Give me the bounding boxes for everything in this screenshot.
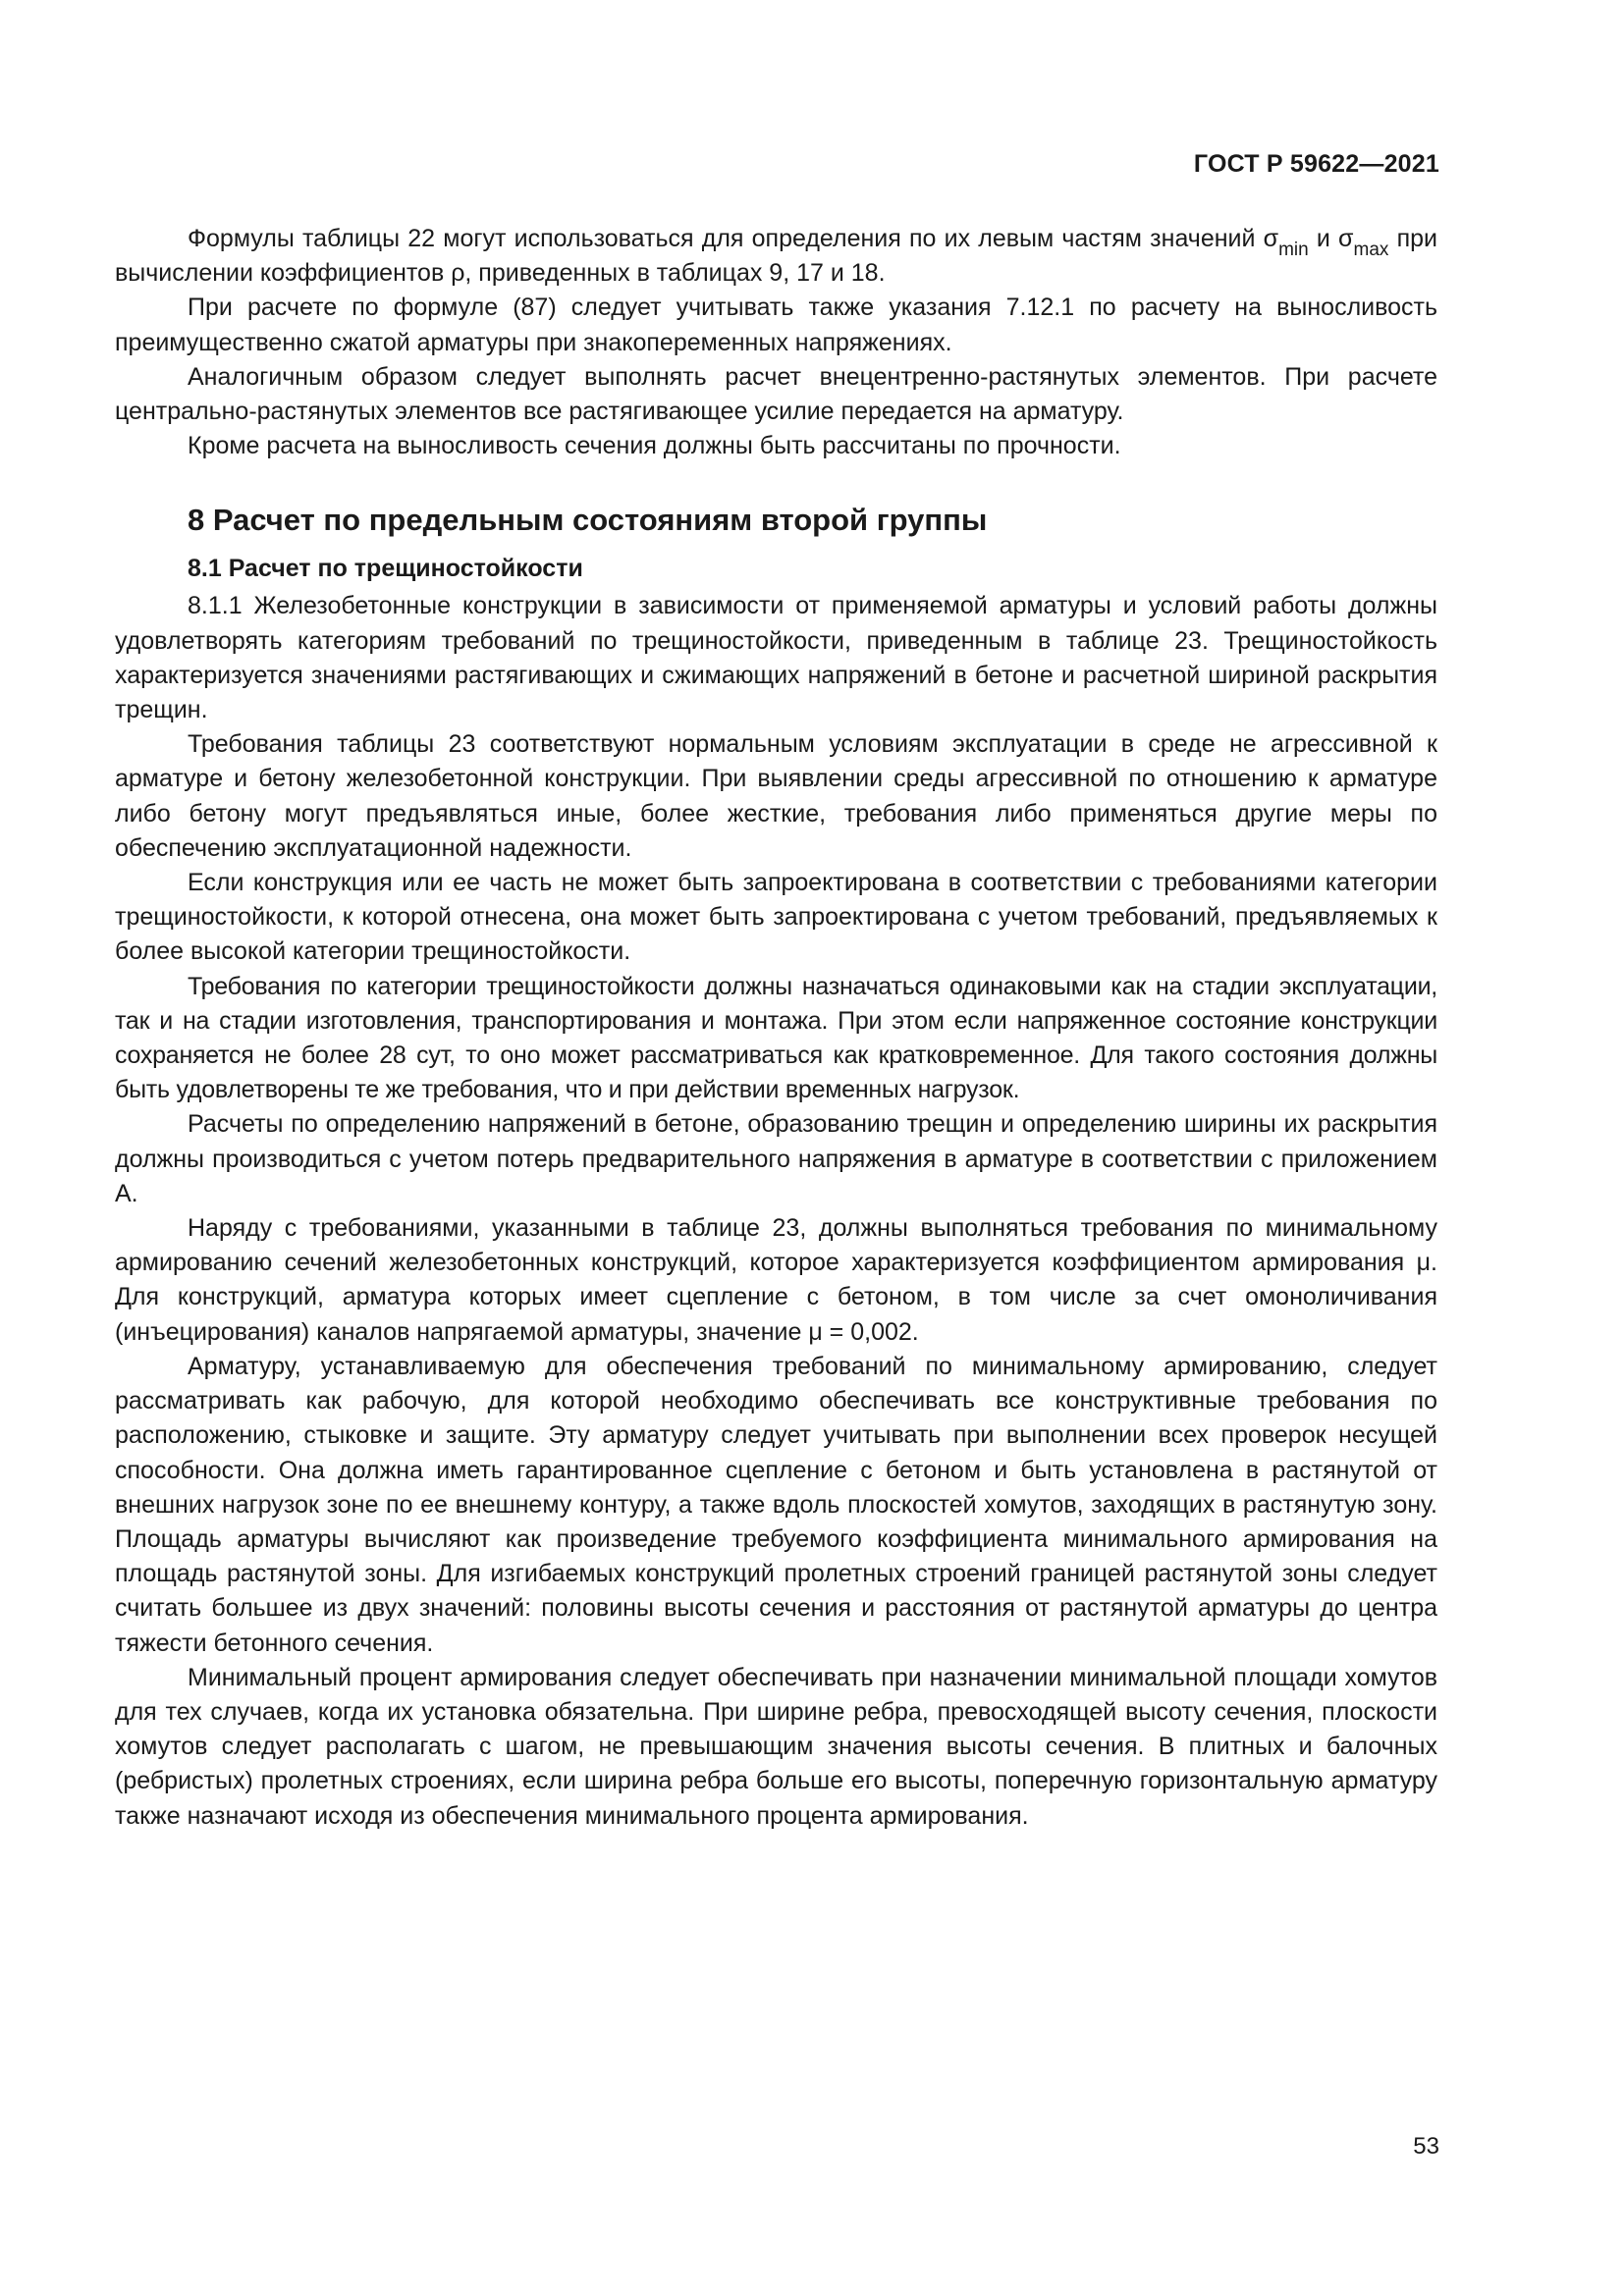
paragraph: Наряду с требованиями, указанными в таблице 23, должны выполняться требования по минимальному армированию сечений железобетонных конструкций, которое характеризуется коэффициентом армирования μ. Для конструкций, арматура которых имеет сцепление с бетоном, в том числе за счет омоноличивания (инъецирования) каналов напрягаемой арматуры, значение μ = 0,002.	[115, 1214, 1437, 1346]
paragraph-formula-87: При расчете по формуле (87) следует учитывать также указания 7.12.1 по расчету на выносливость преимущественно сжатой арматуры при знакопеременных напряжениях.	[115, 294, 1437, 356]
paragraph-strength-check: Кроме расчета на выносливость сечения должны быть рассчитаны по прочности.	[188, 432, 1121, 460]
paragraph: Расчеты по определению напряжений в бетоне, образованию трещин и определению ширины их раскрытия должны производиться с учетом потерь предварительного напряжения в арматуре в соответствии с приложением А.	[115, 1110, 1437, 1207]
subscript-min: min	[1278, 240, 1309, 260]
subsection-heading: 8.1 Расчет по трещиностойкости	[188, 555, 583, 583]
paragraph: Требования по категории трещиностойкости должны назначаться одинаковыми как на стадии эксплуатации, так и на стадии изготовления, транспортирования и монтажа. При этом если напряженное состояние конструкции сохраняется не более 28 сут, то оно может рассматриваться как кратковременное. Для такого состояния должны быть удовлетворены те же требования, что и при действии временных нагрузок.	[115, 972, 1437, 1104]
paragraph: Если конструкция или ее часть не может быть запроектирована в соответствии с требованиями категории трещиностойкости, к которой отнесена, она может быть запроектирована с учетом требований, предъявляемых к более высокой категории трещиностойкости.	[115, 869, 1437, 966]
paragraph-text: Формулы таблицы 22 могут использоваться для определения по их левым частям значений σ	[188, 225, 1279, 252]
paragraph: 8.1.1 Железобетонные конструкции в зависимости от применяемой арматуры и условий работы должны удовлетворять категориям требований по трещиностойкости, приведенным в таблице 23. Трещиностойкость характеризуется значениями растягивающих и сжимающих напряжений в бетоне и расчетной шириной раскрытия трещин.	[115, 592, 1437, 724]
subscript-max: max	[1353, 240, 1389, 260]
document-code-header: ГОСТ Р 59622—2021	[1193, 150, 1439, 178]
section-heading: 8 Расчет по предельным состояниям второй группы	[188, 503, 988, 538]
paragraph: Арматуру, устанавливаемую для обеспечения требований по минимальному армированию, следует рассматривать как рабочую, для которой необходимо обеспечивать все конструктивные требования по расположению, стыковке и защите. Эту арматуру следует учитывать при выполнении всех проверок несущей способности. Она должна иметь гарантированное сцепление с бетоном и быть установлена в растянутой от внешних нагрузок зоне по ее внешнему контуру, а также вдоль плоскостей хомутов, заходящих в растянутую зону. Площадь арматуры вычисляют как произведение требуемого коэффициента минимального армирования на площадь растянутой зоны. Для изгибаемых конструкций пролетных строений границей растянутой зоны следует считать большее из двух значений: половины высоты сечения и расстояния от растянутой арматуры до центра тяжести бетонного сечения.	[115, 1352, 1437, 1657]
paragraph: Минимальный процент армирования следует обеспечивать при назначении минимальной площади хомутов для тех случаев, когда их установка обязательна. При ширине ребра, превосходящей высоту сечения, плоскости хомутов следует располагать с шагом, не превышающим значения высоты сечения. В плитных и балочных (ребристых) пролетных строениях, если ширина ребра больше его высоты, поперечную горизонтальную арматуру также назначают исходя из обеспечения минимального процента армирования.	[115, 1663, 1437, 1830]
paragraph-eccentric-tension: Аналогичным образом следует выполнять расчет внецентренно-растянутых элементов. При расчете центрально-растянутых элементов все растягивающее усилие передается на арматуру.	[115, 362, 1437, 426]
paragraph-text: при вычислении коэффициентов ρ, приведенных в таблицах 9, 17 и 18.	[115, 225, 1438, 288]
page-number: 53	[1413, 2133, 1439, 2160]
page-body	[115, 222, 1437, 1834]
paragraph-text: и σ	[1308, 225, 1354, 252]
paragraph-formulas-table-22	[115, 222, 1437, 291]
paragraph: Требования таблицы 23 соответствуют нормальным условиям эксплуатации в среде не агрессивной к арматуре и бетону железобетонной конструкции. При выявлении среды агрессивной по отношению к арматуре либо бетону могут предъявляться иные, более жесткие, требования либо применяться другие меры по обеспечению эксплуатационной надежности.	[115, 730, 1437, 862]
